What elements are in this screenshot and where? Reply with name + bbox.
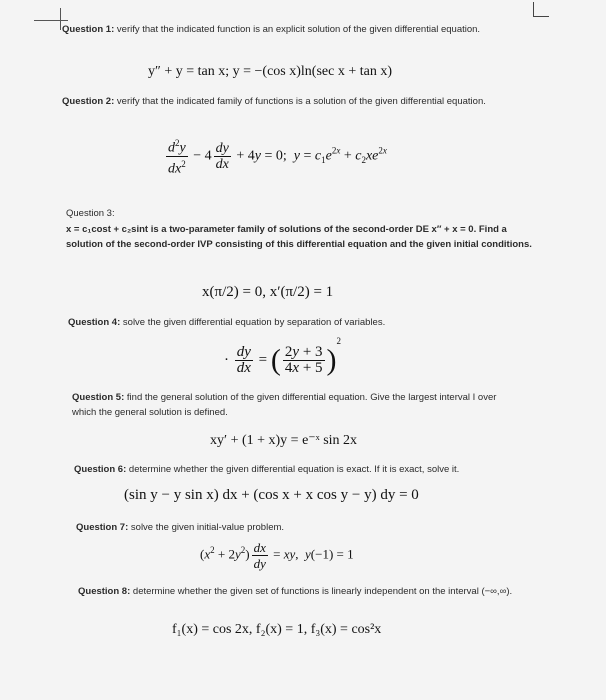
crop-mark <box>533 16 549 17</box>
question-6-equation: (sin y − y sin x) dx + (cos x + x cos y − y) dy = 0 <box>124 487 419 503</box>
question-1-equation: y″ + y = tan x; y = −(cos x)ln(sec x + tan x) <box>148 64 392 79</box>
question-1-label: Question 1: <box>62 24 115 35</box>
question-3-equation: x(π/2) = 0, x′(π/2) = 1 <box>202 284 334 300</box>
crop-mark <box>533 2 534 17</box>
question-2-body: verify that the indicated family of functions is a solution of the given differential equation. <box>114 96 486 107</box>
question-7-label: Question 7: <box>76 522 129 533</box>
question-3-text: x = c₁cost + c₂sint is a two-parameter family of solutions of the second-order DE x″ + x = 0. Find a solution of the second-order IVP consisting of this differential equation and the given initial conditions. <box>66 224 532 250</box>
question-5-body: find the general solution of the given differential equation. Give the largest interval I over which the general solution is defined. <box>72 392 497 418</box>
question-2-label: Question 2: <box>62 96 115 107</box>
question-4-equation: · $\frac{dy}{dx}$ = ( $\frac{2y + 3}{4x + 5}$ )$^2$ <box>224 336 342 377</box>
question-5-label: Question 5: <box>72 392 125 403</box>
question-6-text <box>74 462 514 477</box>
question-8-equation: f₁(x) = cos 2x, f₂(x) = 1, f₃(x) = cos²x <box>172 622 382 637</box>
question-4-body: solve the given differential equation by separation of variables. <box>120 317 386 328</box>
question-7-equation: $(x^2 + 2y^2)$ $\frac{dx}{dy}$ = xy, y(−1) = 1 <box>200 540 354 571</box>
question-2-equation: $\frac{d^2y}{dx^2}$ − 4 $\frac{dy}{dx}$ + 4y = 0; $y = c_1e^{2x} + c_2xe^{2x}$ <box>168 138 387 177</box>
crop-mark <box>60 8 61 30</box>
question-2-text <box>62 94 502 109</box>
crop-mark <box>34 20 68 21</box>
question-6-label: Question 6: <box>74 464 127 475</box>
question-6-body: determine whether the given differential equation is exact. If it is exact, solve it. <box>126 464 460 475</box>
question-1-body: verify that the indicated function is an explicit solution of the given differential equation. <box>114 24 481 35</box>
question-5-equation: xy′ + (1 + x)y = e⁻ˣ sin 2x <box>210 433 358 448</box>
question-8-body: determine whether the given set of functions is linearly independent on the interval (−∞,∞). <box>130 586 513 597</box>
question-4-label: Question 4: <box>68 317 121 328</box>
question-7-text <box>76 520 516 535</box>
question-4-text <box>68 315 508 330</box>
question-3-label: Question 3: <box>66 208 115 219</box>
question-7-body: solve the given initial-value problem. <box>128 522 285 533</box>
question-1-text <box>62 22 502 37</box>
question-8-text <box>78 584 518 599</box>
question-8-label: Question 8: <box>78 586 131 597</box>
question-5-text <box>72 390 512 420</box>
